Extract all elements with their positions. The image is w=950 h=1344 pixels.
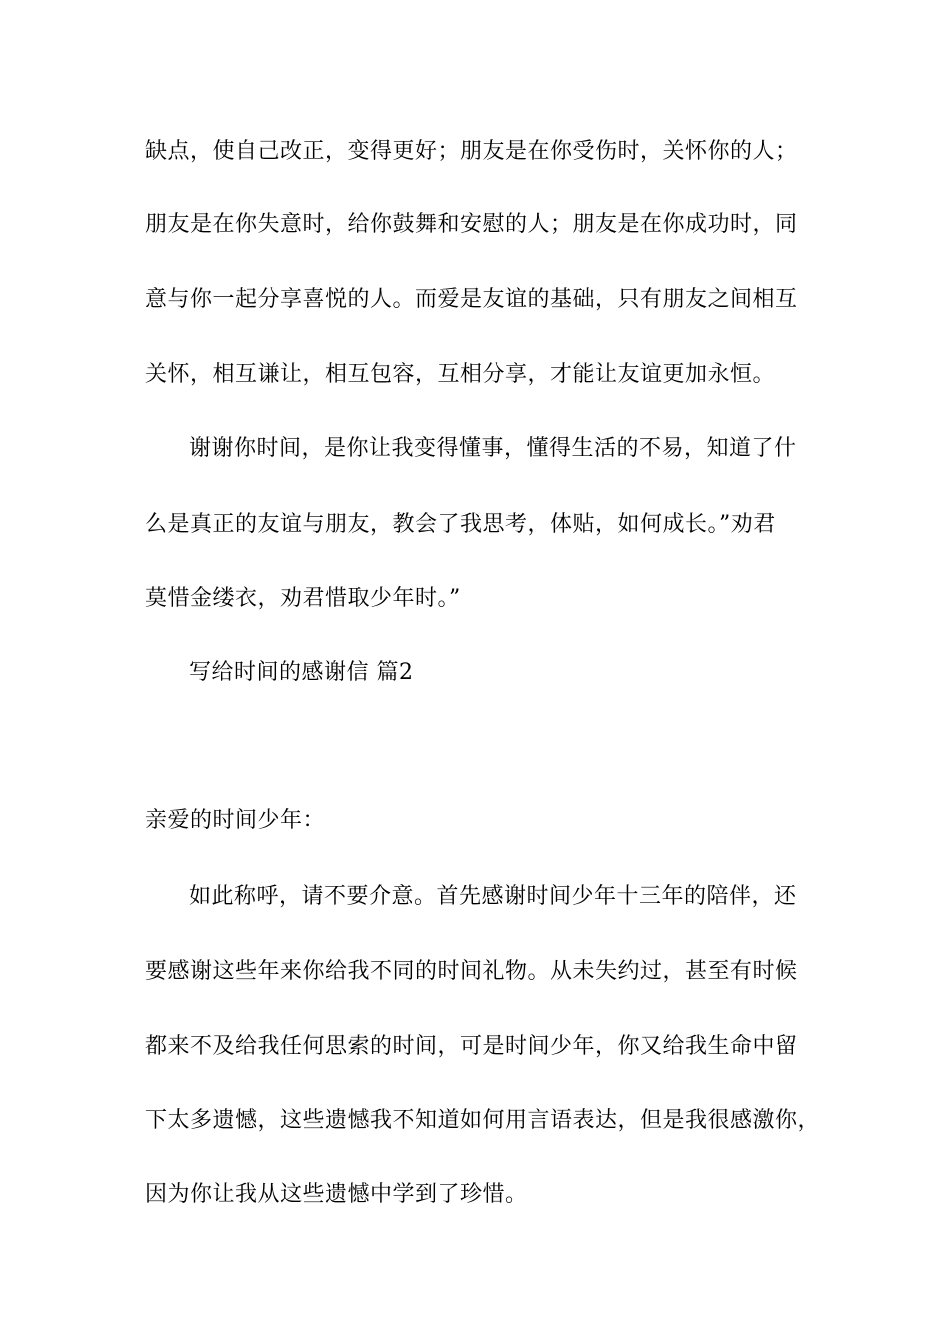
text-line: 如此称呼，请不要介意。首先感谢时间少年十三年的陪伴，还 <box>189 884 797 909</box>
text-line: 因为你让我从这些遗憾中学到了珍惜。 <box>145 1182 528 1207</box>
text-line: 下太多遗憾，这些遗憾我不知道如何用言语表达，但是我很感激你， <box>145 1108 821 1133</box>
text-line: 要感谢这些年来你给我不同的时间礼物。从未失约过，甚至有时候 <box>145 959 798 984</box>
text-line: 缺点，使自己改正，变得更好；朋友是在你受伤时，关怀你的人； <box>145 139 798 164</box>
text-line: 么是真正的友谊与朋友，教会了我思考，体贴，如何成长。”劝君 <box>145 512 776 537</box>
text-line: 关怀，相互谦让，相互包容，互相分享，才能让友谊更加永恒。 <box>145 362 776 387</box>
text-line: 意与你一起分享喜悦的人。而爱是友谊的基础，只有朋友之间相互 <box>145 287 798 312</box>
text-line: 莫惜金缕衣，劝君惜取少年时。” <box>145 586 461 611</box>
text-line: 都来不及给我任何思索的时间，可是时间少年，你又给我生命中留 <box>145 1034 798 1059</box>
salutation: 亲爱的时间少年： <box>145 808 326 833</box>
text-line: 朋友是在你失意时，给你鼓舞和安慰的人；朋友是在你成功时，同 <box>145 212 798 237</box>
text-line: 谢谢你时间，是你让我变得懂事，懂得生活的不易，知道了什 <box>189 436 797 461</box>
section-title: 写给时间的感谢信 篇2 <box>189 660 414 685</box>
